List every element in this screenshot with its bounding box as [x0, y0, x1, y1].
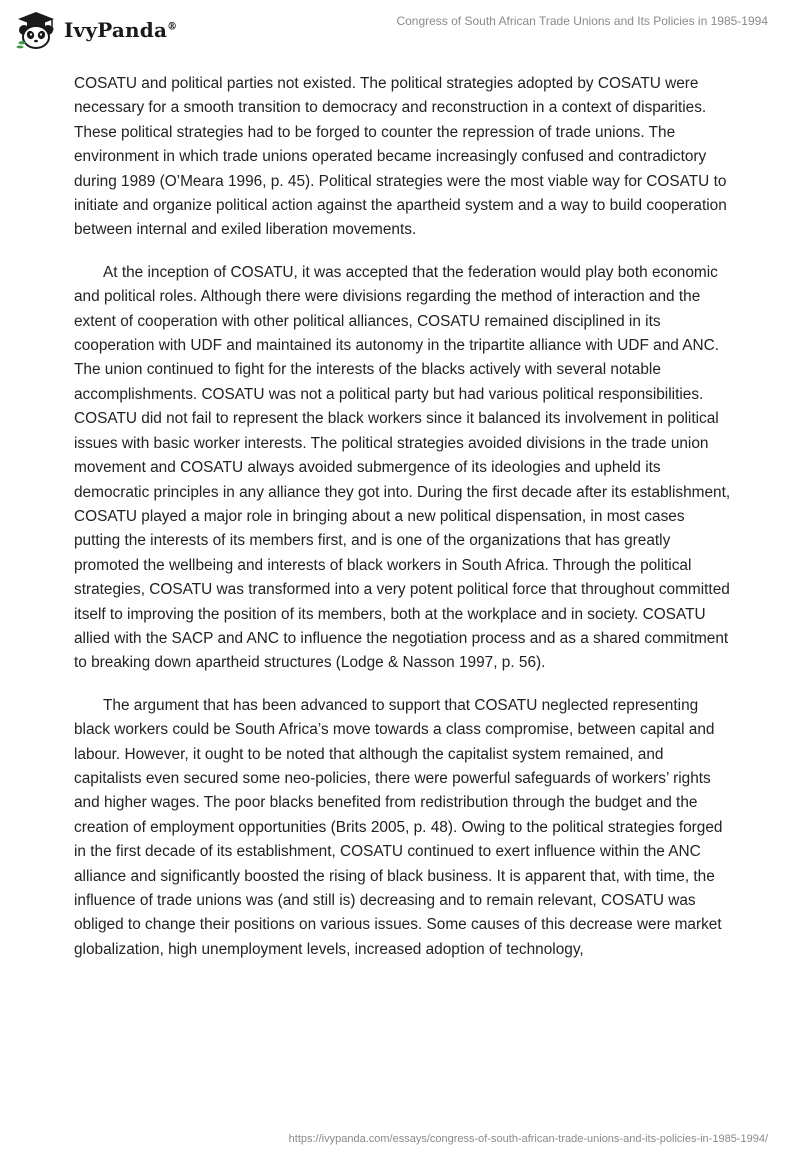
ivypanda-logo[interactable] — [14, 10, 177, 50]
paragraph: The argument that has been advanced to support that COSATU neglected representing black workers could be South Africa’s move towards a class compromise, between capital and labour. However, it ought to be noted that although the capitalist system remained, and capitalists even secured some neo-policies, there were powerful safeguards of workers’ rights and higher wages. The poor blacks benefited from redistribution through the budget and the creation of employment opportunities (Brits 2005, p. 48). Owing to the political strategies forged in the first decade of its establishment, COSATU continued to exert influence within the ANC alliance and significantly boosted the rising of black business. It is apparent that, with time, the influence of trade unions was (and still is) decreasing and to remain relevant, COSATU was obliged to change their positions on various issues. Some causes of this decrease were market globalization, high unemployment levels, increased adoption of technology, — [74, 696, 723, 958]
essay-body — [74, 72, 734, 980]
source-url[interactable]: https://ivypanda.com/essays/congress-of-south-african-trade-unions-and-its-policies-in-1985-1994/ — [288, 1133, 768, 1145]
page-header — [0, 0, 800, 60]
panda-graduate-icon — [14, 10, 58, 50]
paragraph: COSATU and political parties not existed. The political strategies adopted by COSATU were necessary for a smooth transition to democracy and reconstruction in a context of disparities. These political strategies had to be forged to counter the repression of trade unions. The environment in which trade unions operated became increasingly confused and contradictory during 1989 (O’Meara 1996, p. 45). Political strategies were the most viable way for COSATU to initiate and organize political action against the apartheid system and a way to build cooperation between internal and exiled liberation movements. — [74, 75, 727, 239]
paragraph: At the inception of COSATU, it was accepted that the federation would play both economic and political roles. Although there were divisions regarding the method of interaction and the extent of cooperation with other political alliances, COSATU remained disciplined in its cooperation with UDF and maintained its autonomy in the tripartite alliance with UDF and ANC. The union continued to fight for the interests of the blacks actively with several notable accomplishments. COSATU was not a political party but had various political responsibilities. COSATU did not fail to represent the black workers since it balanced its involvement in political issues with basic worker interests. The political strategies avoided divisions in the trade union movement and COSATU always avoided submergence of its ideologies and upheld its democratic principles in any alliance they got into. During the first decade after its establishment, COSATU played a major role in bringing about a new political dispensation, in most cases putting the interests of its members first, and is one of the organizations that has greatly promoted the wellbeing and interests of black workers in South Africa. Through the political strategies, COSATU was transformed into a very potent political force that throughout committed itself to improving the position of its members, both at the workplace and in society. COSATU allied with the SACP and ANC to influence the negotiation process and as a shared commitment to breaking down apartheid structures (Lodge & Nasson 1997, p. 56). — [74, 263, 731, 672]
brand-name: IvyPanda® — [64, 18, 178, 42]
document-title: Congress of South African Trade Unions and Its Policies in 1985-1994 — [396, 14, 768, 28]
